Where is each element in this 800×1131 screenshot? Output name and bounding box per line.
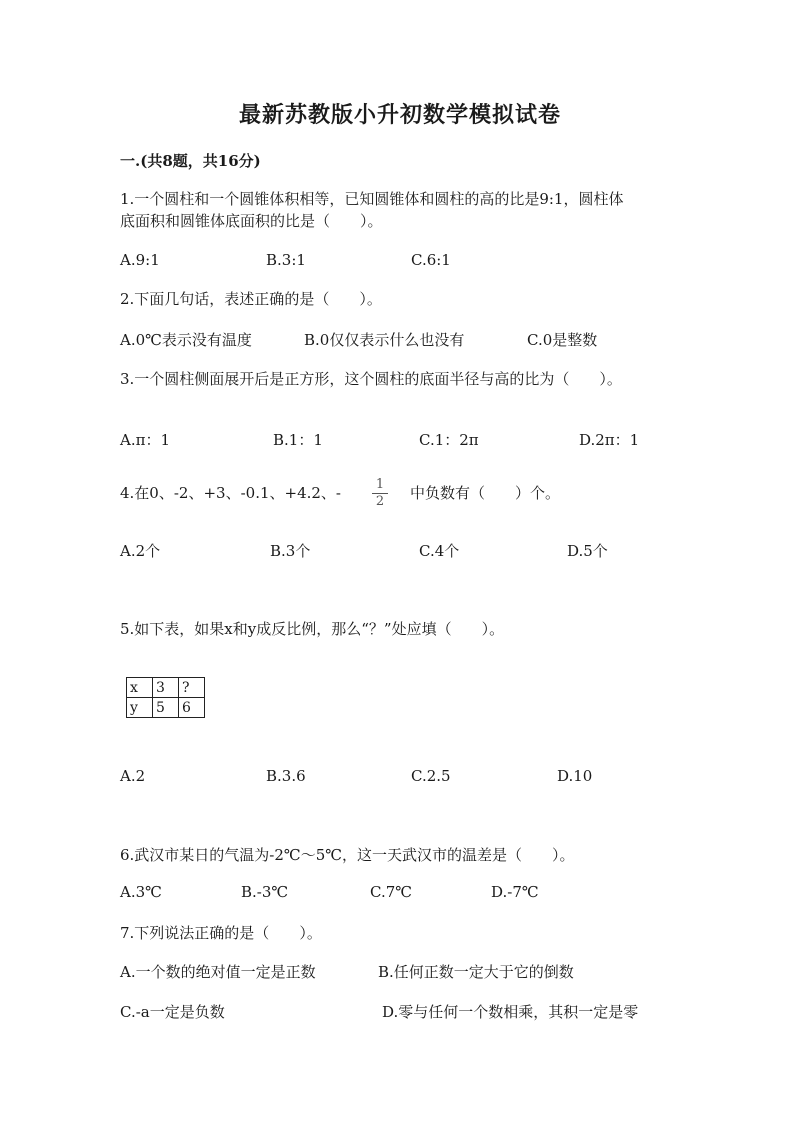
- fraction-one-half: [370, 478, 390, 509]
- question-4-text-after: 中负数有（ ）个。: [410, 484, 561, 502]
- fraction-numerator: 1: [375, 477, 385, 492]
- question-1-option-a: A.9:1: [120, 251, 160, 269]
- question-3-option-d: D.2π：1: [579, 431, 640, 449]
- question-7-option-c: C.-a一定是负数: [120, 1003, 225, 1021]
- question-4-option-d: D.5个: [567, 542, 608, 560]
- question-5-option-b: B.3.6: [266, 767, 306, 785]
- question-4-option-a: A.2个: [120, 542, 161, 560]
- question-6-text: 6.武汉市某日的气温为-2℃～5℃，这一天武汉市的温差是（ ）。: [120, 846, 575, 864]
- section-heading: 一.(共8题，共16分): [120, 152, 261, 170]
- xy-table: [126, 677, 205, 718]
- question-5-text: 5.如下表，如果x和y成反比例，那么“？”处应填（ ）。: [120, 620, 505, 638]
- question-5-option-c: C.2.5: [411, 767, 451, 785]
- question-1-option-c: C.6:1: [411, 251, 451, 269]
- question-6-option-c: C.7℃: [370, 883, 413, 901]
- question-7-option-b: B.任何正数一定大于它的倒数: [378, 963, 574, 981]
- question-6-option-a: A.3℃: [120, 883, 162, 901]
- table-cell: 5: [153, 698, 179, 718]
- question-7-option-a: A.一个数的绝对值一定是正数: [120, 963, 316, 981]
- table-cell: y: [127, 698, 153, 718]
- question-1-option-b: B.3:1: [266, 251, 306, 269]
- table-cell: x: [127, 678, 153, 698]
- question-2-option-c: C.0是整数: [527, 331, 598, 349]
- question-2-option-a: A.0℃表示没有温度: [120, 331, 252, 349]
- question-7-text: 7.下列说法正确的是（ ）。: [120, 924, 322, 942]
- question-6-option-b: B.-3℃: [241, 883, 289, 901]
- question-2-option-b: B.0仅仅表示什么也没有: [304, 331, 465, 349]
- question-1-line-2: 底面积和圆锥体底面积的比是（ ）。: [120, 212, 383, 230]
- question-4-option-c: C.4个: [419, 542, 460, 560]
- question-6-option-d: D.-7℃: [491, 883, 539, 901]
- question-3-option-b: B.1：1: [273, 431, 323, 449]
- question-4-option-b: B.3个: [270, 542, 311, 560]
- table-cell: 6: [179, 698, 205, 718]
- question-3-option-c: C.1：2π: [419, 431, 479, 449]
- question-2-text: 2.下面几句话，表述正确的是（ ）。: [120, 290, 382, 308]
- fraction-denominator: 2: [375, 494, 385, 509]
- page-title: 最新苏教版小升初数学模拟试卷: [238, 102, 561, 128]
- question-3-text: 3.一个圆柱侧面展开后是正方形，这个圆柱的底面半径与高的比为（ ）。: [120, 370, 622, 388]
- question-3-option-a: A.π：1: [120, 431, 171, 449]
- table-cell: ?: [179, 678, 205, 698]
- question-1-line-1: 1.一个圆柱和一个圆锥体积相等，已知圆锥体和圆柱的高的比是9:1，圆柱体: [120, 190, 624, 208]
- table-row: [127, 678, 205, 698]
- question-7-option-d: D.零与任何一个数相乘，其积一定是零: [382, 1003, 639, 1021]
- question-5-option-a: A.2: [120, 767, 146, 785]
- table-row: [127, 698, 205, 718]
- question-5-option-d: D.10: [557, 767, 593, 785]
- question-4-text-before: 4.在0、-2、+3、-0.1、+4.2、-: [120, 484, 341, 502]
- table-cell: 3: [153, 678, 179, 698]
